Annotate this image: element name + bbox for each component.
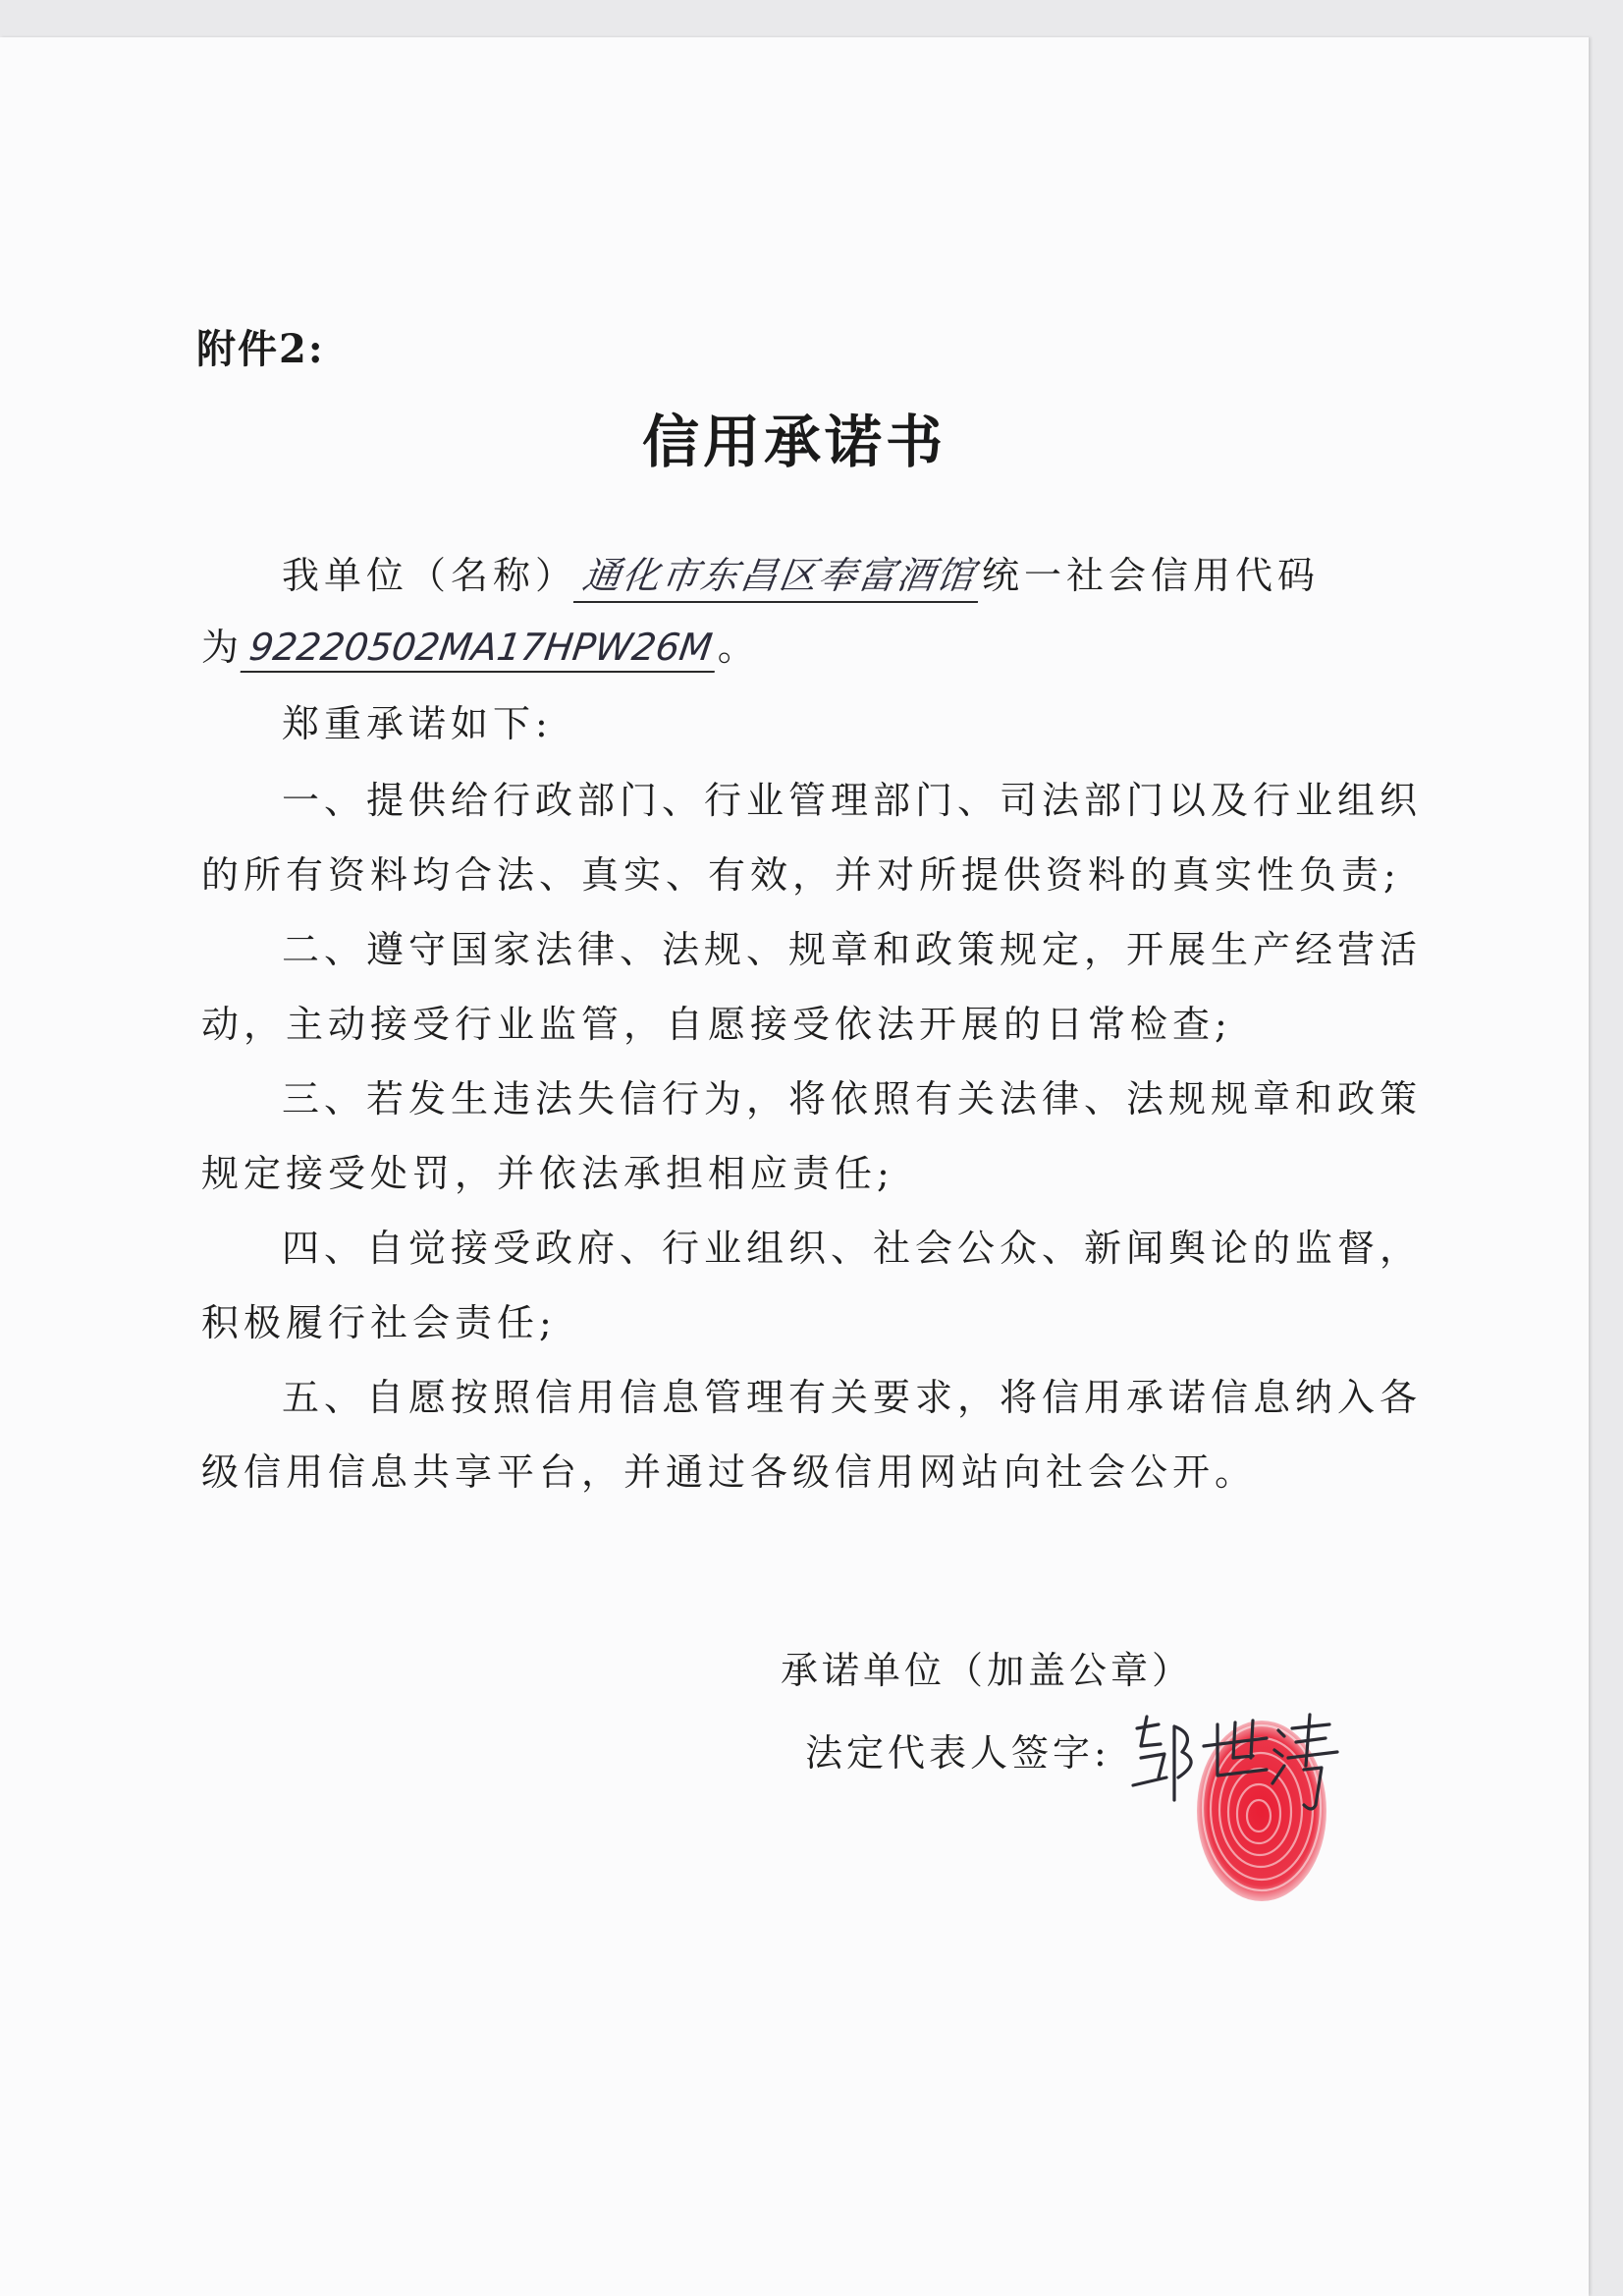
intro-prefix: 我单位（名称） — [282, 554, 578, 597]
handwritten-signature — [1119, 1707, 1345, 1825]
intro-line-2 — [201, 617, 760, 673]
attachment-label: 附件2: — [196, 326, 325, 372]
intro-line-1 — [282, 545, 1320, 603]
document-page — [0, 37, 1589, 2296]
legal-representative-label: 法定代表人签字: — [805, 1731, 1110, 1775]
item-5-line-2: 级信用信息共享平台，并通过各级信用网站向社会公开。 — [201, 1450, 1258, 1494]
code-suffix: 。 — [717, 626, 760, 669]
item-2-line-2: 动，主动接受行业监管，自愿接受依法开展的日常检查; — [201, 1003, 1232, 1046]
item-1-line-2: 的所有资料均合法、真实、有效，并对所提供资料的真实性负责; — [201, 853, 1401, 897]
item-4-line-2: 积极履行社会责任; — [201, 1301, 557, 1344]
item-3-line-1: 三、若发生违法失信行为，将依照有关法律、法规规章和政策 — [282, 1077, 1423, 1121]
promise-intro: 郑重承诺如下: — [282, 702, 553, 745]
item-4-line-1: 四、自觉接受政府、行业组织、社会公众、新闻舆论的监督， — [282, 1227, 1423, 1270]
handwritten-unit-name: 通化市东昌区奉富酒馆 — [573, 545, 986, 603]
intro-suffix: 统一社会信用代码 — [982, 554, 1321, 597]
code-prefix: 为 — [201, 626, 244, 669]
item-3-line-2: 规定接受处罚，并依法承担相应责任; — [201, 1152, 894, 1195]
item-1-line-1: 一、提供给行政部门、行业管理部门、司法部门以及行业组织 — [282, 779, 1423, 822]
handwritten-credit-code: 92220502MA17HPW26M — [241, 626, 722, 673]
commitment-unit-label: 承诺单位（加盖公章） — [781, 1649, 1194, 1692]
item-2-line-1: 二、遵守国家法律、法规、规章和政策规定，开展生产经营活 — [282, 928, 1423, 971]
item-5-line-1: 五、自愿按照信用信息管理有关要求，将信用承诺信息纳入各 — [282, 1376, 1423, 1419]
document-title: 信用承诺书 — [641, 409, 947, 475]
